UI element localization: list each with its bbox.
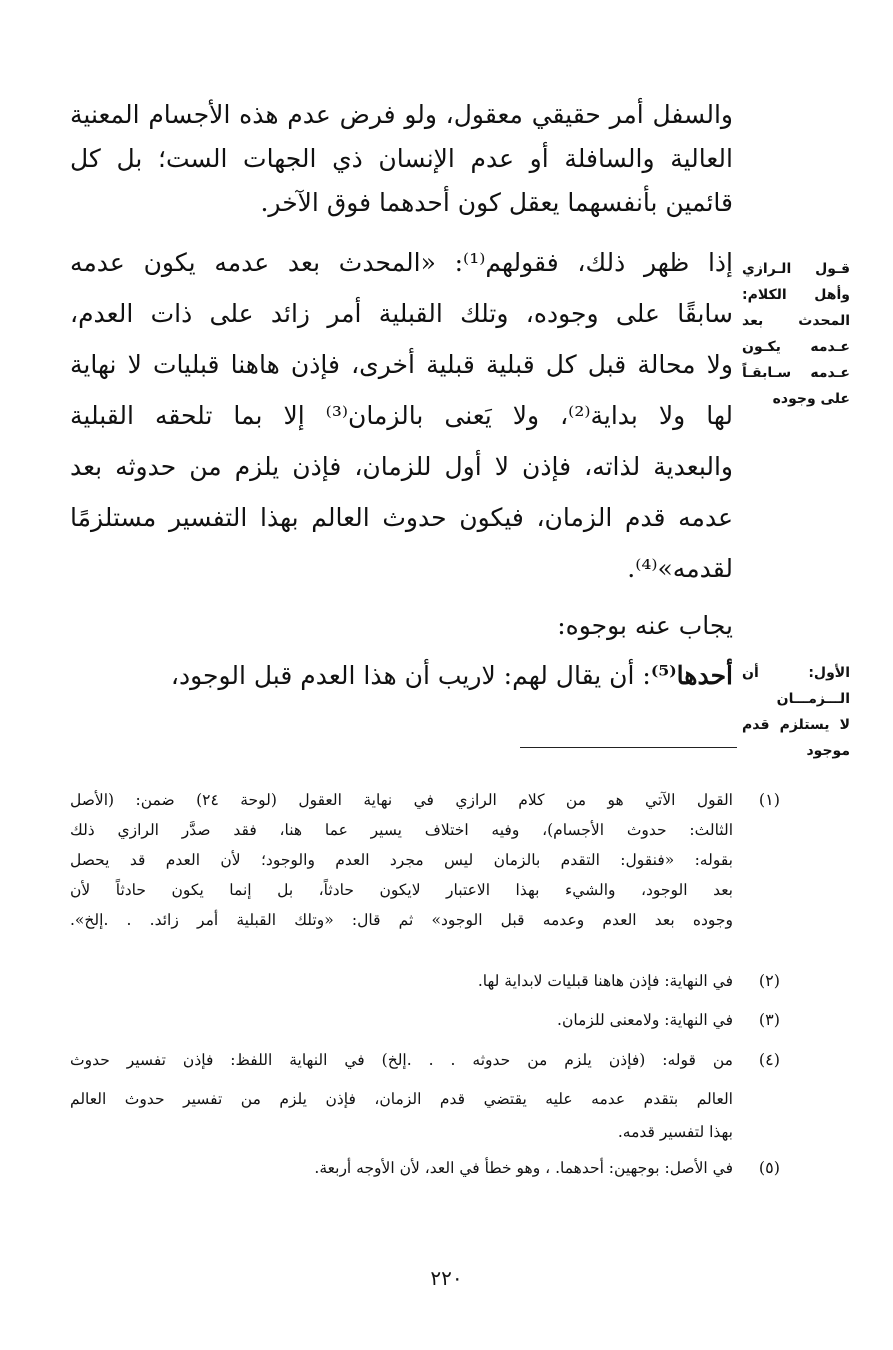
page-number: ٢٢٠: [430, 1266, 463, 1290]
body-line: والبعدية لذاته، فإذن لا أول للزمان، فإذن يلزم من حدوثه بعد: [70, 452, 733, 481]
footnote-line: القول الآتي هو من كلام الرازي في نهاية العقول (لوحة ٢٤) ضمن: (الأصل: [70, 791, 733, 809]
footnote-number: (٢): [758, 971, 780, 990]
footnote-number: (٤): [758, 1050, 780, 1069]
body-line: والسفل أمر حقيقي معقول، ولو فرض عدم هذه الأجسام المعنية: [70, 100, 733, 129]
footnote-line: في النهاية: فإذن هاهنا قبليات لابداية لها.: [477, 972, 733, 990]
footnote-line: بهذا لتفسير قدمه.: [617, 1123, 733, 1141]
first-point-text: : أن يقال لهم: لاريب أن هذا العدم قبل الوجود،: [170, 661, 651, 690]
footnote-line: في الأصل: بوجهين: أحدهما. ، وهو خطأ في العد، لأن الأوجه أربعة.: [314, 1159, 733, 1177]
footnote-line: وجوده بعد العدم وعدمه قبل الوجود» ثم قال: «وتلك القبلية أمر زائد. . .إلخ».: [70, 911, 733, 929]
footnote-line: بقوله: «فنقول: التقدم بالزمان ليس مجرد العدم والوجود؛ لأن العدم قد يحصل: [70, 851, 733, 869]
para3-text: يجاب عنه بوجوه:: [557, 611, 733, 640]
margin-note-line: وأهل الكلام:: [742, 287, 850, 303]
footnote-line: بعد الوجود، والشيء بهذا الاعتبار لايكون حادثاً، بل إنما يكون حادثاً لأن: [70, 881, 733, 899]
margin-note-line: الأول: أن: [742, 665, 850, 681]
footnote-line: في النهاية: ولامعنى للزمان.: [557, 1011, 733, 1029]
footnote-line: العالم بتقدم عدمه عليه يقتضي قدم الزمان، فإذن يلزم من تفسير حدوث العالم: [70, 1090, 733, 1108]
footnote-line: من قوله: (فإذن يلزم من حدوثه . . .إلخ) في النهاية اللفظ: فإذن تفسير حدوث: [70, 1051, 733, 1069]
margin-note-line: الـــزمـــان: [776, 691, 850, 707]
body-line: لها ولا بداية⁽²⁾، ولا يَعنى بالزمان⁽³⁾ إلا بما تلحقه القبلية: [70, 401, 733, 430]
margin-note-line: عـدمه يكـون: [742, 339, 850, 355]
body-line: ولا محالة قبل كل قبلية قبلية أخرى، فإذن هاهنا قبليات لا نهاية: [70, 350, 733, 379]
footnote-number: (٥): [758, 1158, 780, 1177]
margin-note-line: قـول الـرازي: [742, 261, 850, 277]
margin-note-line: لا يستلزم قدم: [742, 717, 850, 733]
body-line: عدمه قدم الزمان، فيكون حدوث العالم بهذا التفسير مستلزمًا: [70, 503, 733, 532]
margin-note-line: عـدمه سـابقـاً: [742, 365, 850, 381]
body-line: إذا ظهر ذلك، فقولهم⁽¹⁾: «المحدث بعد عدمه يكون عدمه: [70, 248, 733, 277]
margin-note-line: على وجوده: [772, 391, 850, 407]
body-line: سابقًا على وجوده، وتلك القبلية أمر زائد على ذات العدم،: [70, 299, 733, 328]
footnote-number: (٣): [758, 1010, 780, 1029]
footnote-number: (١): [758, 790, 780, 809]
first-point-label: أحدها⁽⁵⁾: [650, 661, 733, 690]
margin-note-line: موجود: [806, 743, 850, 759]
footnote-separator: [520, 747, 737, 748]
footnote-line: الثالث: حدوث الأجسام)، وفيه اختلاف يسير عما هنا، فقد صدَّر الرازي ذلك: [70, 821, 733, 839]
body-line: [70, 654, 733, 698]
margin-note-razi: [742, 256, 850, 412]
body-line: قائمين بأنفسهما يعقل كون أحدهما فوق الآخر.: [260, 188, 733, 217]
body-line: لقدمه»⁽⁴⁾.: [627, 554, 733, 583]
body-line: [70, 604, 733, 648]
margin-note-line: المحدث بعد: [742, 313, 850, 329]
body-line: العالية والسافلة أو عدم الإنسان ذي الجهات الست؛ بل كل: [70, 144, 733, 173]
margin-note-first: [742, 660, 850, 764]
